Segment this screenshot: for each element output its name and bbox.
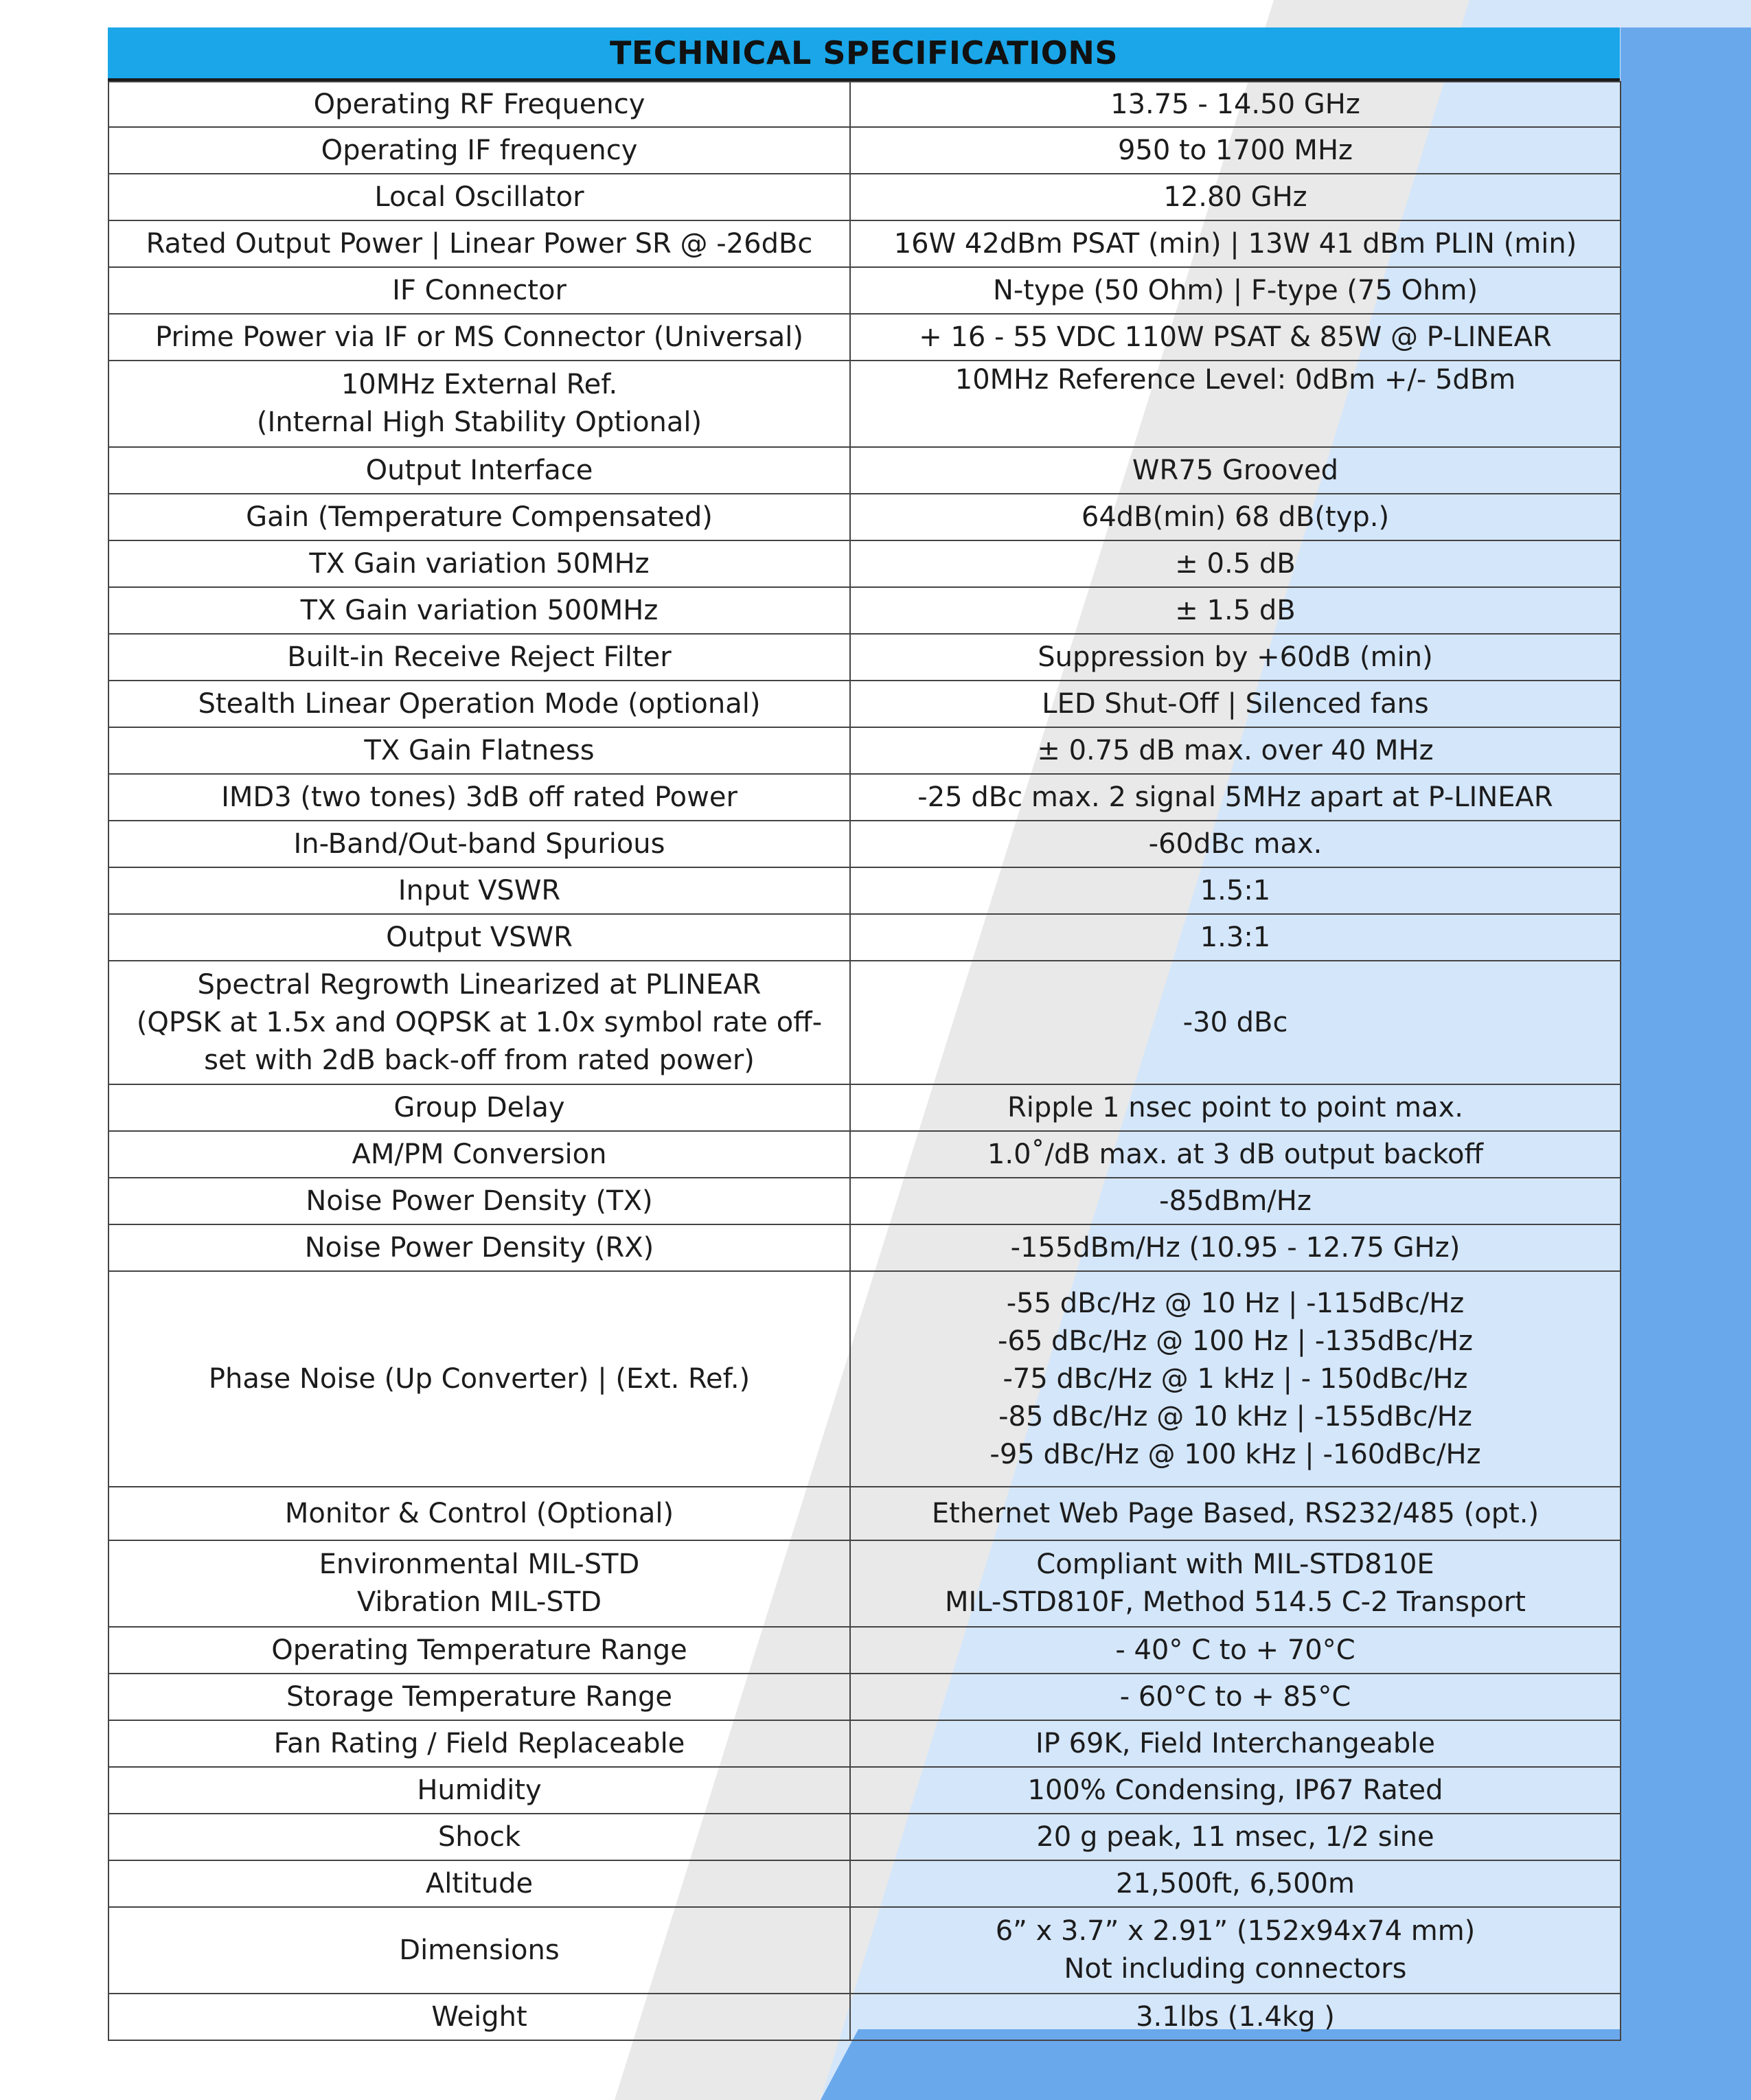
spec-value: 1.3:1	[850, 914, 1621, 961]
spec-value: -25 dBc max. 2 signal 5MHz apart at P-LINEAR	[850, 774, 1621, 821]
spec-parameter: Spectral Regrowth Linearized at PLINEAR (QPSK at 1.5x and OQPSK at 1.0x symbol rate off- set with 2dB back-off from rated power)	[108, 961, 850, 1084]
spec-parameter: Noise Power Density (TX)	[108, 1178, 850, 1224]
spec-value: IP 69K, Field Interchangeable	[850, 1720, 1621, 1767]
spec-row	[108, 727, 1621, 774]
spec-parameter: Output VSWR	[108, 914, 850, 961]
spec-parameter: Output Interface	[108, 447, 850, 494]
spec-table	[108, 81, 1621, 2041]
spec-row	[108, 1720, 1621, 1767]
spec-parameter: Local Oscillator	[108, 174, 850, 220]
spec-parameter: Humidity	[108, 1767, 850, 1814]
spec-value: 1.0˚/dB max. at 3 dB output backoff	[850, 1131, 1621, 1178]
spec-value: ± 1.5 dB	[850, 587, 1621, 634]
spec-parameter: Stealth Linear Operation Mode (optional)	[108, 681, 850, 727]
spec-parameter: Altitude	[108, 1860, 850, 1907]
spec-parameter: Operating Temperature Range	[108, 1627, 850, 1674]
spec-row	[108, 587, 1621, 634]
spec-row	[108, 1994, 1621, 2040]
spec-value: -85dBm/Hz	[850, 1178, 1621, 1224]
spec-parameter: Input VSWR	[108, 867, 850, 914]
spec-value: 13.75 - 14.50 GHz	[850, 82, 1621, 127]
spec-sheet	[108, 27, 1620, 2041]
spec-parameter: Storage Temperature Range	[108, 1674, 850, 1720]
spec-row	[108, 314, 1621, 361]
spec-value: -30 dBc	[850, 961, 1621, 1084]
spec-row	[108, 82, 1621, 127]
spec-row	[108, 681, 1621, 727]
spec-row	[108, 821, 1621, 867]
spec-value: Compliant with MIL-STD810E MIL-STD810F, Method 514.5 C-2 Transport	[850, 1540, 1621, 1627]
spec-value: 21,500ft, 6,500m	[850, 1860, 1621, 1907]
spec-parameter: Rated Output Power | Linear Power SR @ -26dBc	[108, 220, 850, 267]
spec-row	[108, 1674, 1621, 1720]
spec-row	[108, 494, 1621, 540]
spec-parameter: Shock	[108, 1814, 850, 1860]
spec-value: WR75 Grooved	[850, 447, 1621, 494]
page-title: TECHNICAL SPECIFICATIONS	[108, 27, 1620, 81]
spec-row	[108, 1178, 1621, 1224]
spec-row	[108, 1627, 1621, 1674]
spec-parameter: Operating IF frequency	[108, 127, 850, 174]
spec-parameter: Weight	[108, 1994, 850, 2040]
spec-value: N-type (50 Ohm) | F-type (75 Ohm)	[850, 267, 1621, 314]
spec-row	[108, 1907, 1621, 1994]
spec-parameter: Gain (Temperature Compensated)	[108, 494, 850, 540]
spec-value: LED Shut-Off | Silenced fans	[850, 681, 1621, 727]
spec-parameter: Monitor & Control (Optional)	[108, 1487, 850, 1540]
spec-parameter: In-Band/Out-band Spurious	[108, 821, 850, 867]
spec-parameter: Dimensions	[108, 1907, 850, 1994]
spec-value: 12.80 GHz	[850, 174, 1621, 220]
spec-row	[108, 914, 1621, 961]
spec-row	[108, 634, 1621, 681]
spec-row	[108, 1860, 1621, 1907]
spec-value: -155dBm/Hz (10.95 - 12.75 GHz)	[850, 1224, 1621, 1271]
spec-row	[108, 1767, 1621, 1814]
spec-value: 20 g peak, 11 msec, 1/2 sine	[850, 1814, 1621, 1860]
spec-row	[108, 540, 1621, 587]
spec-parameter: Prime Power via IF or MS Connector (Universal)	[108, 314, 850, 361]
spec-value: 950 to 1700 MHz	[850, 127, 1621, 174]
spec-parameter: Operating RF Frequency	[108, 82, 850, 127]
spec-parameter: Fan Rating / Field Replaceable	[108, 1720, 850, 1767]
spec-parameter: IF Connector	[108, 267, 850, 314]
spec-row	[108, 1540, 1621, 1627]
spec-value: ± 0.5 dB	[850, 540, 1621, 587]
spec-value: 64dB(min) 68 dB(typ.)	[850, 494, 1621, 540]
spec-value: 6” x 3.7” x 2.91” (152x94x74 mm) Not including connectors	[850, 1907, 1621, 1994]
spec-row	[108, 867, 1621, 914]
spec-value: -60dBc max.	[850, 821, 1621, 867]
spec-row	[108, 1487, 1621, 1540]
spec-row	[108, 1084, 1621, 1131]
spec-value: + 16 - 55 VDC 110W PSAT & 85W @ P-LINEAR	[850, 314, 1621, 361]
spec-parameter: Environmental MIL-STD Vibration MIL-STD	[108, 1540, 850, 1627]
spec-parameter: Built-in Receive Reject Filter	[108, 634, 850, 681]
spec-parameter: TX Gain variation 500MHz	[108, 587, 850, 634]
spec-table-body	[108, 82, 1621, 2040]
spec-row	[108, 267, 1621, 314]
spec-parameter: 10MHz External Ref. (Internal High Stability Optional)	[108, 361, 850, 447]
spec-row	[108, 1224, 1621, 1271]
spec-parameter: IMD3 (two tones) 3dB off rated Power	[108, 774, 850, 821]
spec-value: Suppression by +60dB (min)	[850, 634, 1621, 681]
spec-value: 1.5:1	[850, 867, 1621, 914]
spec-row	[108, 1271, 1621, 1487]
spec-value: - 40° C to + 70°C	[850, 1627, 1621, 1674]
spec-parameter: Phase Noise (Up Converter) | (Ext. Ref.)	[108, 1271, 850, 1487]
spec-parameter: TX Gain Flatness	[108, 727, 850, 774]
spec-row	[108, 774, 1621, 821]
spec-row	[108, 1131, 1621, 1178]
spec-value: 100% Condensing, IP67 Rated	[850, 1767, 1621, 1814]
spec-value: -55 dBc/Hz @ 10 Hz | -115dBc/Hz -65 dBc/Hz @ 100 Hz | -135dBc/Hz -75 dBc/Hz @ 1 kHz | - 150dBc/Hz -85 dBc/Hz @ 10 kHz | -155dBc/Hz -95 dBc/Hz @ 100 kHz | -160dBc/Hz	[850, 1271, 1621, 1487]
spec-value: Ripple 1 nsec point to point max.	[850, 1084, 1621, 1131]
spec-parameter: TX Gain variation 50MHz	[108, 540, 850, 587]
spec-value: 3.1lbs (1.4kg )	[850, 1994, 1621, 2040]
spec-row	[108, 174, 1621, 220]
spec-row	[108, 447, 1621, 494]
spec-value: 16W 42dBm PSAT (min) | 13W 41 dBm PLIN (min)	[850, 220, 1621, 267]
spec-value: 10MHz Reference Level: 0dBm +/- 5dBm	[850, 361, 1621, 447]
spec-row	[108, 220, 1621, 267]
spec-value: ± 0.75 dB max. over 40 MHz	[850, 727, 1621, 774]
spec-row	[108, 1814, 1621, 1860]
spec-row	[108, 361, 1621, 447]
spec-row	[108, 127, 1621, 174]
spec-value: Ethernet Web Page Based, RS232/485 (opt.)	[850, 1487, 1621, 1540]
spec-parameter: Noise Power Density (RX)	[108, 1224, 850, 1271]
spec-value: - 60°C to + 85°C	[850, 1674, 1621, 1720]
spec-row	[108, 961, 1621, 1084]
spec-parameter: AM/PM Conversion	[108, 1131, 850, 1178]
spec-parameter: Group Delay	[108, 1084, 850, 1131]
